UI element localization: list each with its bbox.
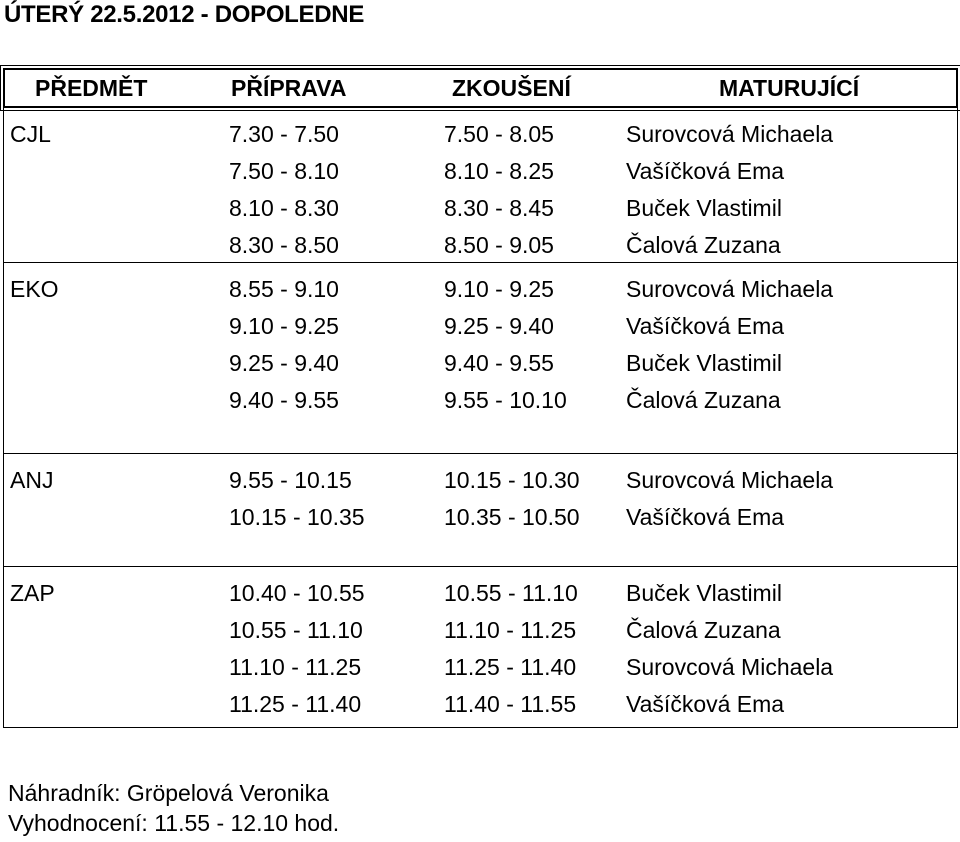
- table-row: [4, 579, 957, 616]
- prep-cell: 10.15 - 10.35: [229, 504, 365, 530]
- header-subject: PŘEDMĚT: [35, 74, 148, 101]
- student-cell: Surovcová Michaela: [626, 121, 834, 147]
- footer: [8, 778, 339, 838]
- subject-label: ANJ: [10, 467, 54, 493]
- header-student: MATURUJÍCÍ: [719, 74, 860, 101]
- exam-cell: 9.10 - 9.25: [444, 276, 554, 302]
- student-cell: Buček Vlastimil: [626, 195, 782, 221]
- student-cell: Surovcová Michaela: [626, 654, 834, 680]
- prep-cell: 9.55 - 10.15: [229, 467, 352, 493]
- exam-cell: 11.25 - 11.40: [444, 654, 577, 680]
- exam-cell: 8.30 - 8.45: [444, 195, 554, 221]
- subject-blocks: [3, 108, 958, 728]
- substitute-note: Náhradník: Gröpelová Veronika: [8, 780, 329, 806]
- prep-cell: 8.30 - 8.50: [229, 232, 339, 258]
- table-row: [4, 386, 957, 423]
- student-cell: Vašíčková Ema: [626, 504, 785, 530]
- subject-label: EKO: [10, 276, 59, 302]
- header-prep: PŘÍPRAVA: [231, 74, 347, 101]
- table-row: [4, 194, 957, 231]
- table-row: [4, 120, 957, 157]
- subject-label: ZAP: [10, 580, 55, 606]
- table-row: [4, 653, 957, 690]
- student-cell: Buček Vlastimil: [626, 580, 782, 606]
- table-row: [4, 275, 957, 312]
- table-row: [4, 503, 957, 540]
- prep-cell: 10.40 - 10.55: [229, 580, 365, 606]
- subject-block: [3, 108, 958, 263]
- exam-cell: 10.15 - 10.30: [444, 467, 580, 493]
- prep-cell: 9.25 - 9.40: [229, 350, 339, 376]
- student-cell: Surovcová Michaela: [626, 467, 834, 493]
- evaluation-note: Vyhodnocení: 11.55 - 12.10 hod.: [8, 810, 340, 836]
- table-row: [4, 466, 957, 503]
- student-cell: Čalová Zuzana: [626, 617, 781, 643]
- student-cell: Čalová Zuzana: [626, 232, 781, 258]
- student-cell: Surovcová Michaela: [626, 276, 834, 302]
- prep-cell: 8.55 - 9.10: [229, 276, 339, 302]
- exam-cell: 9.40 - 9.55: [444, 350, 554, 376]
- header-exam: ZKOUŠENÍ: [452, 74, 571, 101]
- table-row: [4, 690, 957, 727]
- schedule-table: [3, 68, 958, 728]
- prep-cell: 10.55 - 11.10: [229, 617, 363, 643]
- exam-cell: 8.50 - 9.05: [444, 232, 554, 258]
- exam-cell: 9.55 - 10.10: [444, 387, 567, 413]
- subject-block: [3, 263, 958, 454]
- prep-cell: 7.30 - 7.50: [229, 121, 339, 147]
- exam-cell: 8.10 - 8.25: [444, 158, 554, 184]
- prep-cell: 9.10 - 9.25: [229, 313, 339, 339]
- student-cell: Buček Vlastimil: [626, 350, 782, 376]
- prep-cell: 7.50 - 8.10: [229, 158, 339, 184]
- subject-block: [3, 567, 958, 728]
- exam-cell: 11.40 - 11.55: [444, 691, 577, 717]
- table-row: [4, 349, 957, 386]
- subject-label: CJL: [10, 121, 51, 147]
- prep-cell: 11.25 - 11.40: [229, 691, 362, 717]
- page-title: ÚTERÝ 22.5.2012 - DOPOLEDNE: [4, 1, 365, 28]
- subject-block: [3, 454, 958, 567]
- table-row: [4, 157, 957, 194]
- exam-cell: 10.55 - 11.10: [444, 580, 578, 606]
- exam-cell: 10.35 - 10.50: [444, 504, 580, 530]
- student-cell: Čalová Zuzana: [626, 387, 781, 413]
- prep-cell: 9.40 - 9.55: [229, 387, 339, 413]
- exam-cell: 11.10 - 11.25: [444, 617, 577, 643]
- table-row: [4, 312, 957, 349]
- student-cell: Vašíčková Ema: [626, 691, 785, 717]
- exam-cell: 9.25 - 9.40: [444, 313, 554, 339]
- table-row: [4, 616, 957, 653]
- prep-cell: 11.10 - 11.25: [229, 654, 362, 680]
- exam-cell: 7.50 - 8.05: [444, 121, 554, 147]
- prep-cell: 8.10 - 8.30: [229, 195, 339, 221]
- student-cell: Vašíčková Ema: [626, 313, 785, 339]
- table-header: [3, 68, 958, 108]
- student-cell: Vašíčková Ema: [626, 158, 785, 184]
